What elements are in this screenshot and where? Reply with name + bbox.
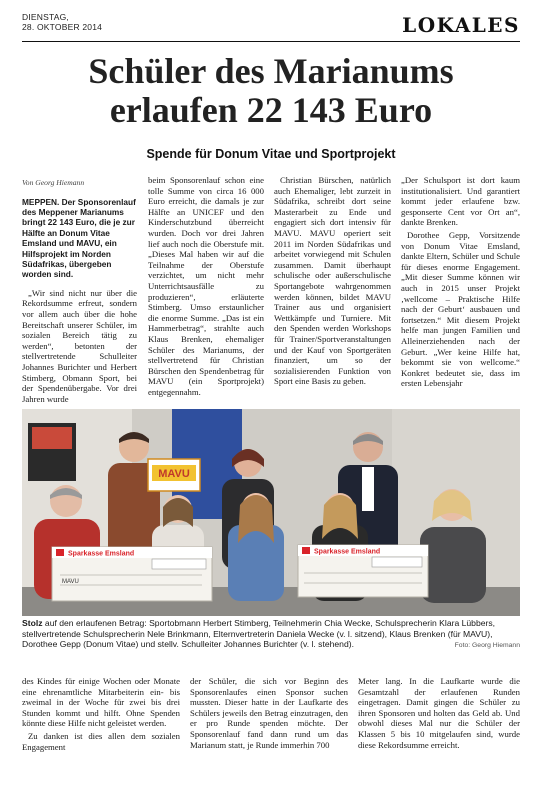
article-lead: MEPPEN. Der Sponsorenlauf des Meppener Marianums bringt 22 143 Euro, die je zur Hälfte an Donum Vitae Emsland und MAVU, ein Hilfsprojekt im Norden Südafrikas, übergeben worden sind.	[22, 196, 136, 280]
headline-line-2: erlaufen 22 143 Euro	[109, 90, 433, 130]
author-line: Von Georg Hiemann	[22, 178, 85, 187]
section-title: LOKALES	[402, 13, 520, 37]
article-photo	[22, 409, 520, 616]
article-paragraph: der Schüler, die sich vor Beginn des Sponsorenlaufes einen Sponsor suchen mussten. Dieser hatte in der Laufkarte des Schülers jeweils den Betrag einzutragen, den er pro Runde spenden möchte. Der Sponsorenlauf fand dann rund um das Marianum statt, je Runde immerhin 700	[190, 676, 348, 750]
mavu-poster-text: MAVU	[158, 468, 190, 480]
article-column-4	[401, 175, 520, 389]
photo-illustration	[22, 409, 520, 616]
article-paragraph: Zu danken ist dies allen dem sozialen Engagement	[22, 730, 180, 752]
article-paragraph: „Wir sind nicht nur über die Rekordsumme erfreut, sondern vor allem auch über die hohe Bereitschaft unserer Schüler, im sozialen Bereich tätig zu werden“, betonten der stellvertretende Schulleiter Johannes Burichter und Herbert Stimberg, Obmann Sport, bei der Spendenübergabe. Vor drei Jahren wurde	[22, 287, 137, 404]
article-column-3	[274, 175, 391, 387]
page-header	[22, 12, 520, 42]
article-paragraph: Dorothee Gepp, Vorsitzende von Donum Vitae Emsland, dankte Eltern, Schüler und Schule für dieses enorme Engagement. „Mit dieser Summe können wir auch in 2015 unser Projekt ‚wellcome – Praktische Hilfe nach der Geburt‘ ausbauen und fortsetzen.“ Mit diesem Projekt helfe man jungen Familien und Alleinerziehenden nach der Geburt. „Wer keine Hilfe hat, bekommt sie von wellcome.“ Konkret bedeutet sie, dass im ersten Lebensjahr	[401, 229, 520, 389]
issue-date	[22, 12, 102, 32]
cheque-left	[52, 547, 212, 601]
caption-label: Stolz	[22, 618, 43, 628]
cheque-right-bank: Sparkasse Emsland	[314, 548, 381, 556]
headline	[22, 52, 520, 130]
caption-text: auf den erlaufenen Betrag: Sportobmann Herbert Stimberg, Teilnehmerin Chia Wecke, Schulsprecherin Klara Lübbers, stellvertretende Schulsprecherin Nele Brinkmann, Elternvertreterin Daniela Wecke (v. l. sitzend), Klaus Brenken (für MAVU), Dorothee Gepp (Donum Vitae) und stellv. Schulleiter Johannes Burichter (v. l. stehend).	[22, 618, 496, 650]
article-column-2	[148, 175, 264, 397]
issue-day: 28. OKTOBER 2014	[22, 22, 103, 32]
article-paragraph: „Der Schulsport ist dort kaum institutionalisiert. Und garantiert kommt jeder erlaufene bzw. gesponserte Cent vor Ort an“, dankte Brenken.	[401, 175, 520, 228]
headline-line-1: Schüler des Marianums	[88, 51, 454, 91]
mavu-poster	[148, 459, 200, 491]
subheadline: Spende für Donum Vitae und Sportprojekt	[146, 147, 396, 161]
cheque-right	[298, 545, 428, 597]
cheque-left-bank: Sparkasse Emsland	[68, 550, 135, 558]
continuation-column-2	[190, 676, 348, 750]
cheque-left-payee: MAVU	[62, 579, 79, 585]
photo-caption	[22, 618, 520, 652]
photo-wall-poster-image	[32, 427, 72, 449]
article-paragraph: Meter lang. In die Laufkarte wurde die Gesamtzahl der erlaufenen Runden eingetragen. Damit gingen die Schüler zu ihren Sponsoren und holten das Geld ab. Und obwohl dieses Mal nur die Schüler der Klassen 5 bis 10 mitgelaufen sind, wurde diese Rekordsumme erreicht.	[358, 676, 520, 750]
article-paragraph: beim Sponsorenlauf schon eine tolle Summe von circa 16 000 Euro erreicht, die damals je zur Hälfte an UNICEF und den Kinderschutzbund überreicht wurden. Doch vor drei Jahren lief auch noch die Oberstufe mit. „Dieses Mal haben wir auf die Teilnahme der Oberstufe verzichtet, um nicht mehr Unterrichtsausfälle zu produzieren“, erläuterte Stimberg. Umso erstaunlicher die enorme Summe. „Das ist ein Hammerbetrag“, strahlte auch Klaus Brenken, ehemaliger Schüler des Marianums, der stellvertretend für Christian Bürschen den Spendenbetrag für MAVU (ein Sportprojekt) entgegennahm.	[148, 175, 264, 397]
article-column-1	[22, 175, 137, 404]
continuation-column-3	[358, 676, 520, 750]
continuation-column-1	[22, 676, 180, 752]
issue-weekday: DIENSTAG,	[22, 12, 69, 22]
article-paragraph: Christian Bürschen, natürlich auch Ehemaliger, lebt zurzeit in Südafrika, schreibt dort seine Masterarbeit zu Ende und engagiert sich dort intensiv für MAVU. MAVU operiert seit 2011 im Norden Südafrikas und arbeitet vorwiegend mit Schulen zusammen. Damit überhaupt schulische oder außerschulische Sportangebote wahrgenommen werden können, bildet MAVU Trainer aus und organisiert Wettkämpfe und Turniere. Mit den Spenden werden Workshops für Trainer/Sportveranstaltungen und der Kauf von Sportgeräten finanziert, um so der sozialisierenden Funktion von Sport eine Basis zu geben.	[274, 175, 391, 387]
photo-credit: Foto: Georg Hiemann	[454, 642, 520, 650]
article-paragraph: des Kindes für einige Wochen oder Monate eine ehrenamtliche Mitarbeiterin ein- bis zweimal in der Woche für zwei bis drei Stunden kommt und hilft. Ohne Spenden könnte diese Hilfe nicht geleistet werden.	[22, 676, 180, 729]
